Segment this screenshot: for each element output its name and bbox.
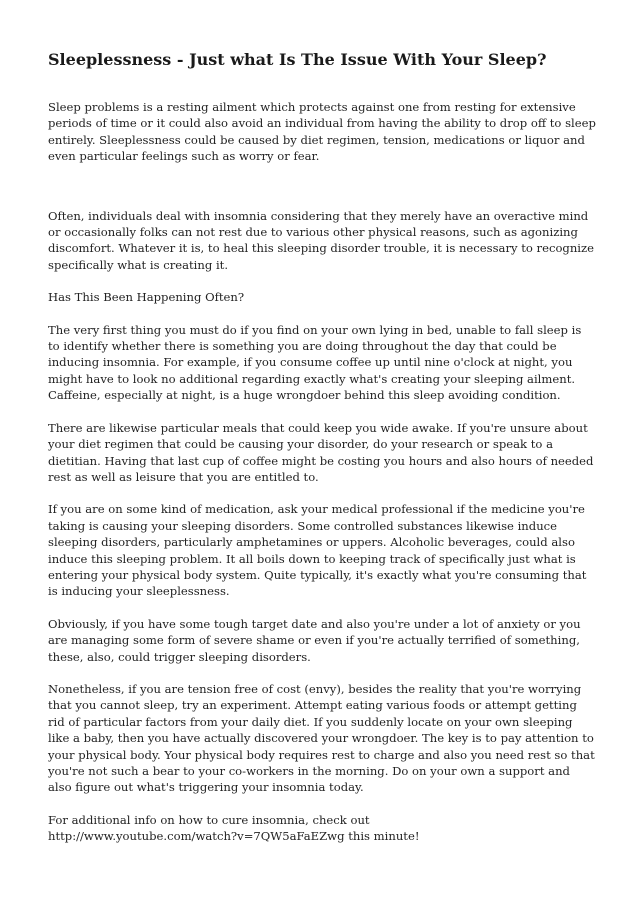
paragraph-link[interactable]: For additional info on how to cure insomnia, check out http://www.youtube.com/watch?v=7QW5aFaEZwg this minute!: [48, 812, 420, 844]
blank-spacer: [48, 165, 596, 208]
paragraph-intro: Sleep problems is a resting ailment which protects against one from resting for extensive periods of time or it could also avoid an individual from having the ability to drop off to sleep entirely. Sleeplessness could be caused by diet regimen, tension, medications or liquor and even particular feelings such as worry or fear.: [48, 100, 596, 164]
section-heading: Has This Been Happening Often?: [48, 290, 245, 305]
paragraph-experiment: Nonetheless, if you are tension free of cost (envy), besides the reality that you're worrying that you cannot sleep, try an experiment. Attempt eating various foods or attempt getting rid of particular factors from your daily diet. If you suddenly locate on your own sleeping like a baby, then you have actually discovered your wrongdoer. The key is to pay attention to your physical body. Your physical body requires rest to charge and also you need rest so that you're not such a bear to your co-workers in the morning. Do on your own a support and also figure out what's triggering your insomnia today.: [48, 681, 595, 795]
paragraph-coffee: The very first thing you must do if you find on your own lying in bed, unable to fall sleep is to identify whether there is something you are doing throughout the day that could be inducing insomnia. For example, if you consume coffee up until nine o'clock at night, you might have to look no additional regarding exactly what's creating your sleeping ailment. Caffeine, especially at night, is a huge wrongdoer behind this sleep avoiding condition.: [48, 322, 582, 403]
paragraph-causes: Often, individuals deal with insomnia considering that they merely have an overactive mind or occasionally folks can not rest due to various other physical reasons, such as agonizing discomfort. Whatever it is, to heal this sleeping disorder trouble, it is necessary to recognize specifically what is creating it.: [48, 208, 594, 272]
document-title: Sleeplessness - Just what Is The Issue With Your Sleep?: [48, 50, 547, 69]
document-page: [48, 50, 596, 845]
paragraph-anxiety: Obviously, if you have some tough target date and also you're under a lot of anxiety or you are managing some form of severe shame or even if you're actually terrified of something, these, also, could trigger sleeping disorders.: [48, 616, 581, 664]
paragraph-meals: There are likewise particular meals that could keep you wide awake. If you're unsure about your diet regimen that could be causing your disorder, do your research or speak to a dietitian. Having that last cup of coffee might be costing you hours and also hours of needed rest as well as leisure that you are entitled to.: [48, 420, 594, 484]
paragraph-medication: If you are on some kind of medication, ask your medical professional if the medicine you're taking is causing your sleeping disorders. Some controlled substances likewise induce sleeping disorders, particularly amphetamines or uppers. Alcoholic beverages, could also induce this sleeping problem. It all boils down to keeping track of specifically just what is entering your physical body system. Quite typically, it's exactly what you're consuming that is inducing your sleeplessness.: [48, 502, 587, 599]
